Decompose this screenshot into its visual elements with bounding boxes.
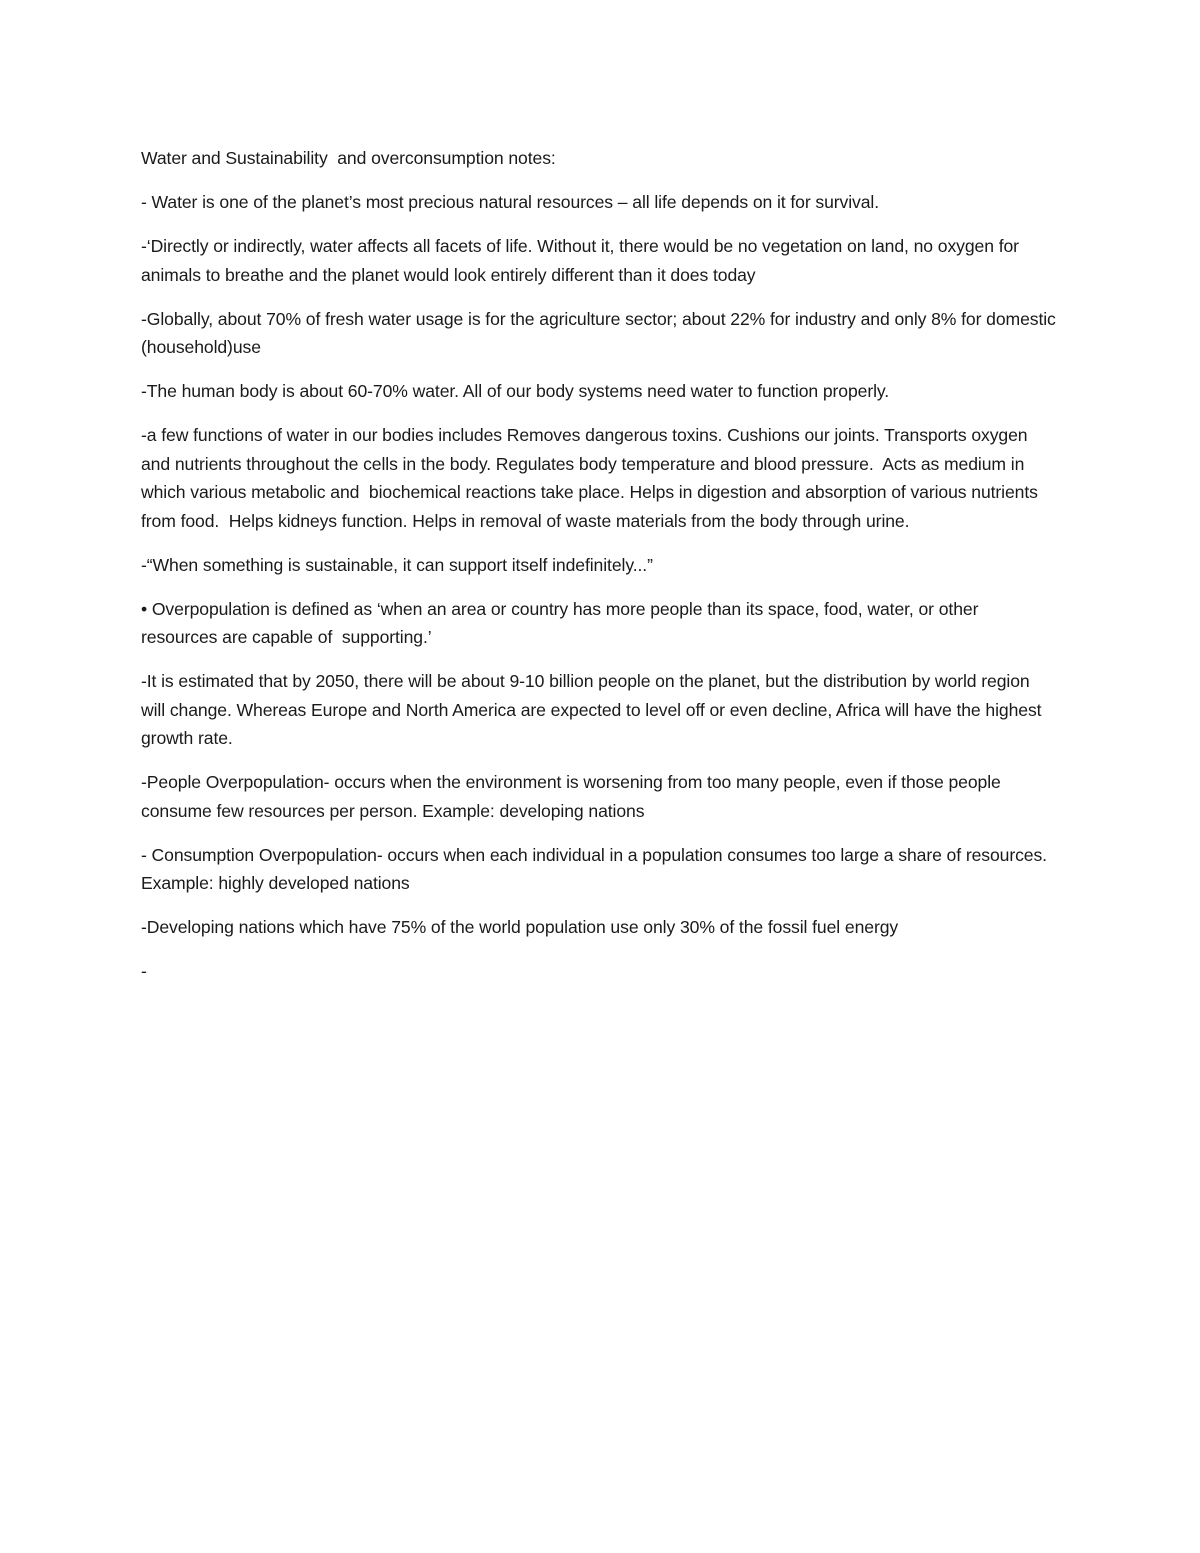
note-paragraph: - Water is one of the planet’s most precious natural resources – all life depends on it for survival. <box>141 192 880 212</box>
note-paragraph: -Globally, about 70% of fresh water usage is for the agriculture sector; about 22% for industry and only 8% for domestic (household)use <box>141 308 1061 357</box>
note-paragraph: • Overpopulation is defined as ‘when an area or country has more people than its space, food, water, or other resources are capable of supporting.’ <box>141 598 984 647</box>
note-paragraph: - Consumption Overpopulation- occurs when each individual in a population consumes too large a share of resources. Example: highly developed nations <box>141 844 1052 893</box>
note-paragraph: -The human body is about 60-70% water. All of our body systems need water to function properly. <box>141 381 890 401</box>
note-paragraph: -Developing nations which have 75% of the world population use only 30% of the fossil fuel energy <box>141 917 899 937</box>
note-paragraph: -“When something is sustainable, it can support itself indefinitely...” <box>141 554 653 575</box>
note-paragraph: -People Overpopulation- occurs when the environment is worsening from too many people, even if those people consume few resources per person. Example: developing nations <box>141 772 1006 821</box>
note-paragraph: -a few functions of water in our bodies includes Removes dangerous toxins. Cushions our joints. Transports oxygen and nutrients throughout the cells in the body. Regulates body temperature and blood pressure. Acts as medium in which various metabolic and biochemical reactions take place. Helps in digestion and absorption of various nutrients from food. Helps kidneys function. Helps in removal of waste materials from the body through urine. <box>141 425 1043 531</box>
document-title: Water and Sustainability and overconsumption notes: <box>141 148 556 168</box>
note-paragraph: - <box>141 961 147 981</box>
note-paragraph: -‘Directly or indirectly, water affects all facets of life. Without it, there would be no vegetation on land, no oxygen for animals to breathe and the planet would look entirely different than it does today <box>141 236 1024 285</box>
note-paragraph: -It is estimated that by 2050, there will be about 9-10 billion people on the planet, but the distribution by world region will change. Whereas Europe and North America are expected to level off or even decline, Africa will have the highest growth rate. <box>141 671 1047 748</box>
document-body <box>141 144 1061 1001</box>
